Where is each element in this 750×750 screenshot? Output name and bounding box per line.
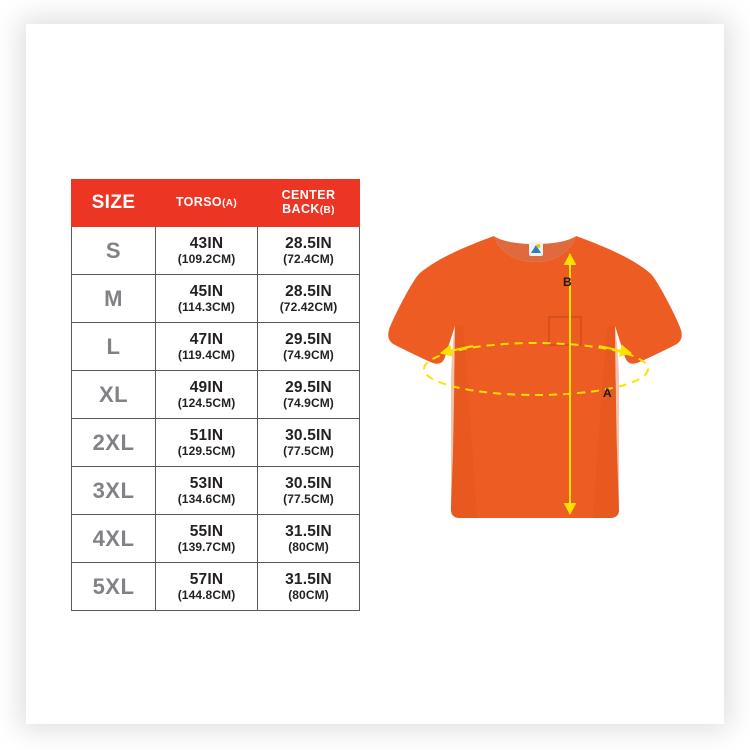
cell-torso-inches: 47IN bbox=[189, 330, 224, 348]
cell-torso-cm: (129.5CM) bbox=[177, 443, 236, 458]
cell-center-back-cm: (72.42CM) bbox=[279, 299, 338, 314]
cell-center-back bbox=[258, 563, 360, 611]
column-header-torso bbox=[156, 180, 258, 227]
cell-torso-inches: 53IN bbox=[189, 474, 224, 492]
brand-logo-icon bbox=[529, 242, 543, 256]
table-row bbox=[72, 227, 360, 275]
cell-center-back bbox=[258, 323, 360, 371]
cell-torso-inches: 51IN bbox=[189, 426, 224, 444]
cell-center-back-cm: (77.5CM) bbox=[283, 443, 334, 458]
cell-torso bbox=[156, 467, 258, 515]
cell-size: M bbox=[72, 275, 156, 323]
label-center-back: B bbox=[563, 275, 572, 289]
table-row bbox=[72, 275, 360, 323]
cell-torso-cm: (119.4CM) bbox=[178, 347, 235, 362]
column-header-center-back bbox=[258, 180, 360, 227]
table-row bbox=[72, 515, 360, 563]
cell-center-back-inches: 28.5IN bbox=[285, 234, 332, 252]
table-header bbox=[72, 180, 360, 227]
cell-torso bbox=[156, 227, 258, 275]
cell-center-back-inches: 30.5IN bbox=[285, 426, 332, 444]
table-row bbox=[72, 467, 360, 515]
cell-center-back-inches: 29.5IN bbox=[285, 378, 332, 396]
column-header-center-back-sub: (B) bbox=[319, 205, 335, 216]
cell-center-back-cm: (74.9CM) bbox=[283, 395, 334, 410]
cell-torso-inches: 43IN bbox=[189, 234, 224, 252]
cell-center-back bbox=[258, 275, 360, 323]
cell-size: L bbox=[72, 323, 156, 371]
cell-center-back bbox=[258, 371, 360, 419]
cell-torso-cm: (144.8CM) bbox=[177, 587, 236, 602]
cell-center-back bbox=[258, 419, 360, 467]
cell-torso-inches: 57IN bbox=[189, 570, 224, 588]
cell-torso bbox=[156, 323, 258, 371]
cell-torso-inches: 49IN bbox=[189, 378, 224, 396]
cell-torso bbox=[156, 515, 258, 563]
cell-center-back-inches: 31.5IN bbox=[285, 570, 332, 588]
cell-center-back-cm: (77.5CM) bbox=[283, 491, 334, 506]
cell-center-back bbox=[258, 467, 360, 515]
cell-torso-cm: (139.7CM) bbox=[177, 539, 236, 554]
cell-size: 5XL bbox=[72, 563, 156, 611]
cell-torso-inches: 55IN bbox=[189, 522, 224, 540]
cell-center-back-inches: 28.5IN bbox=[285, 282, 332, 300]
tshirt-body bbox=[388, 236, 682, 518]
shirt-illustration bbox=[381, 214, 691, 554]
cell-center-back-cm: (74.9CM) bbox=[283, 347, 334, 362]
cell-torso-cm: (134.6CM) bbox=[177, 491, 236, 506]
table-row bbox=[72, 563, 360, 611]
cell-center-back-inches: 31.5IN bbox=[285, 522, 332, 540]
cell-center-back-inches: 30.5IN bbox=[285, 474, 332, 492]
label-torso: A bbox=[603, 386, 612, 400]
cell-center-back-cm: (80CM) bbox=[288, 539, 329, 554]
table-row bbox=[72, 419, 360, 467]
photo-canvas bbox=[26, 24, 724, 724]
cell-center-back-cm: (72.4CM) bbox=[283, 251, 334, 266]
cell-torso bbox=[156, 275, 258, 323]
column-header-center-back-line1: CENTER bbox=[281, 188, 336, 202]
shirt-graphic bbox=[381, 214, 691, 554]
cell-torso-cm: (114.3CM) bbox=[178, 299, 235, 314]
column-header-torso-label: TORSO bbox=[175, 195, 223, 209]
cell-size: XL bbox=[72, 371, 156, 419]
column-header-center-back-line2: BACK bbox=[282, 202, 320, 216]
cell-torso-inches: 45IN bbox=[189, 282, 224, 300]
column-header-size: SIZE bbox=[72, 180, 156, 227]
table-header-row bbox=[72, 180, 360, 227]
cell-center-back-inches: 29.5IN bbox=[285, 330, 332, 348]
cell-center-back bbox=[258, 227, 360, 275]
cell-torso bbox=[156, 563, 258, 611]
cell-size: 2XL bbox=[72, 419, 156, 467]
column-header-torso-sub: (A) bbox=[222, 198, 238, 209]
table-body bbox=[72, 227, 360, 611]
table-row bbox=[72, 371, 360, 419]
cell-center-back bbox=[258, 515, 360, 563]
size-chart-table bbox=[71, 179, 360, 611]
table-row bbox=[72, 323, 360, 371]
cell-size: S bbox=[72, 227, 156, 275]
cell-torso bbox=[156, 419, 258, 467]
cell-center-back-cm: (80CM) bbox=[288, 587, 329, 602]
cell-torso-cm: (124.5CM) bbox=[177, 395, 236, 410]
cell-torso-cm: (109.2CM) bbox=[177, 251, 236, 266]
cell-size: 4XL bbox=[72, 515, 156, 563]
tshirt-shape bbox=[388, 236, 682, 518]
cell-torso bbox=[156, 371, 258, 419]
cell-size: 3XL bbox=[72, 467, 156, 515]
